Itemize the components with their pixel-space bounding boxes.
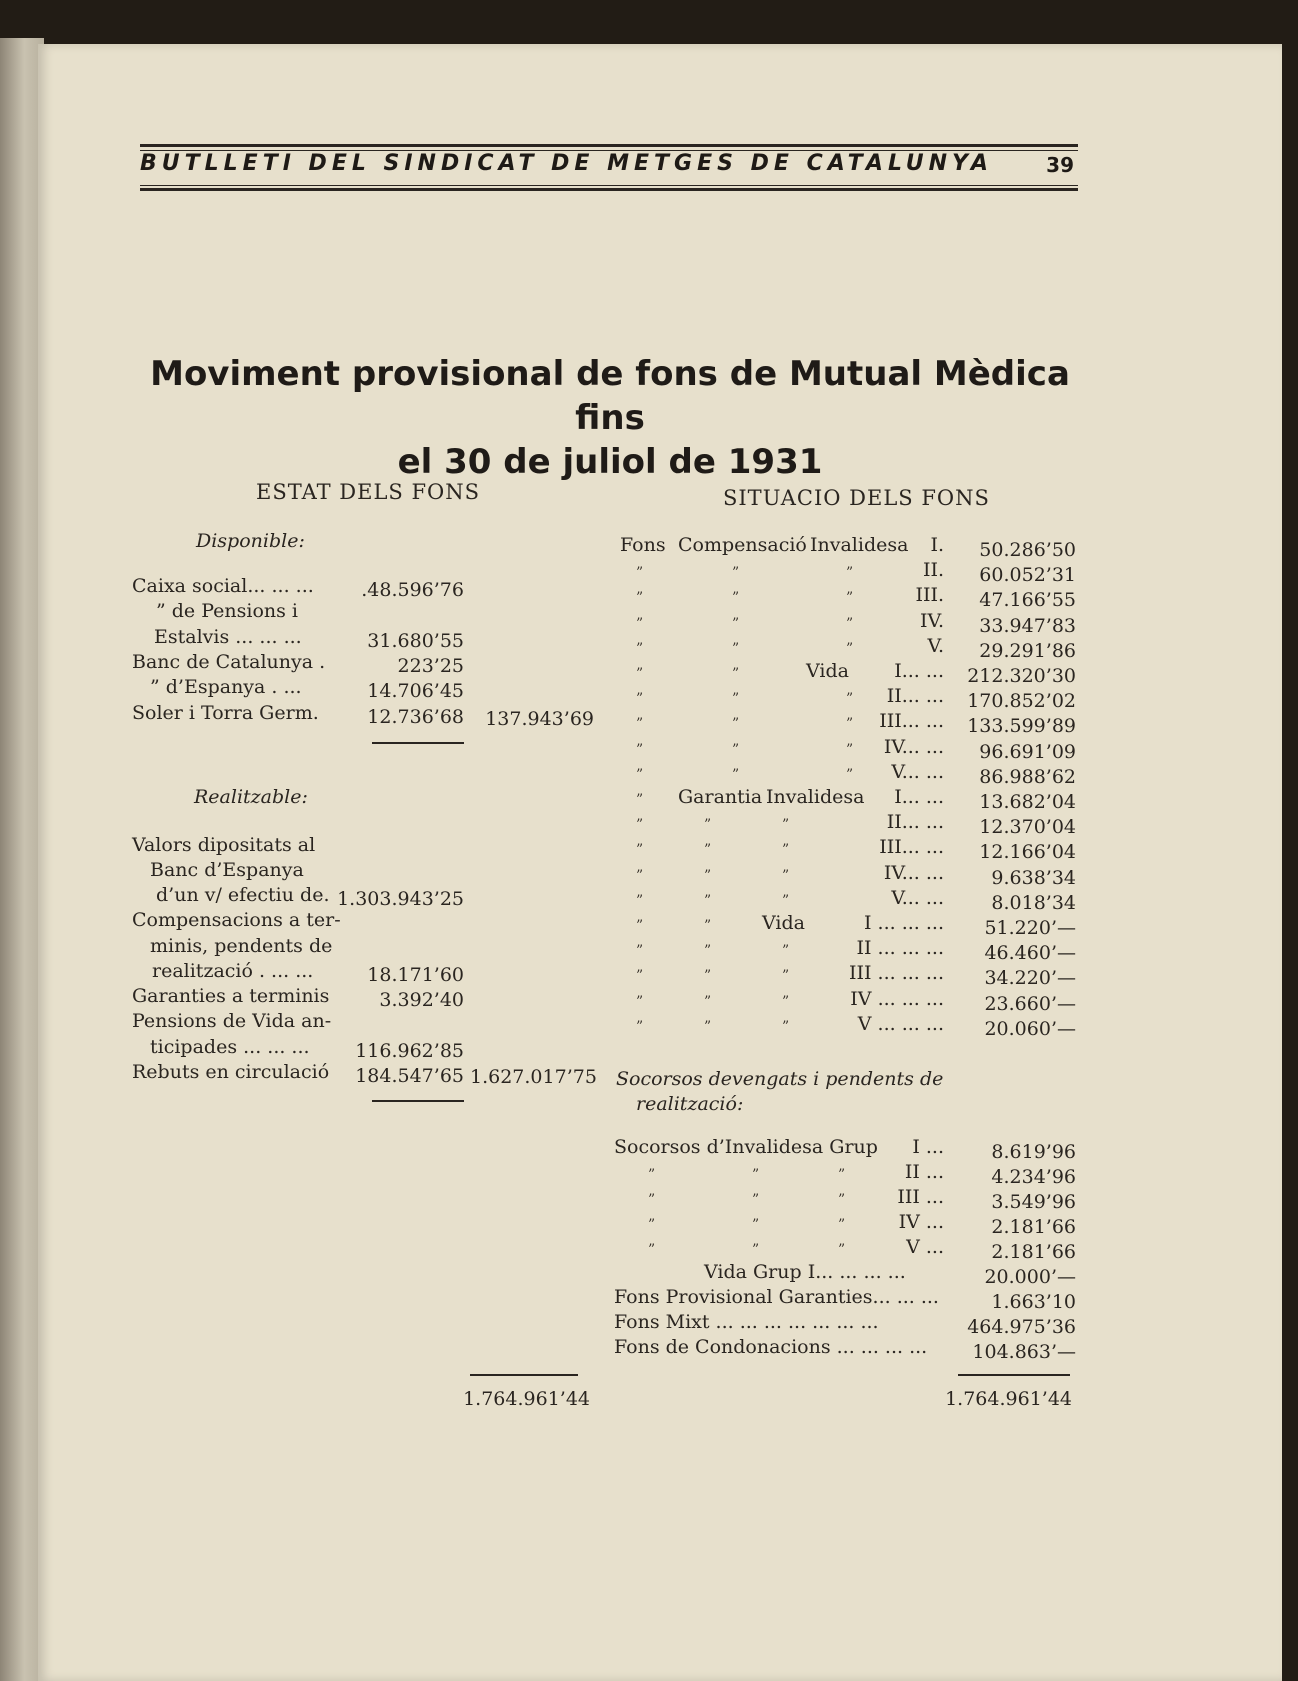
fons-row-col3: ”	[846, 716, 854, 733]
fons-row-col3: ”	[782, 1018, 790, 1035]
left-grand-total-rule	[470, 1374, 578, 1376]
fons-row-col2: ”	[732, 741, 740, 758]
socorsos-row-label3: ”	[838, 1192, 846, 1208]
fons-row-col2: ”	[704, 842, 712, 859]
fons-row-grade: II.	[922, 559, 944, 582]
fons-row-amount: 51.220’—	[984, 917, 1076, 939]
fons-row-col1: ”	[636, 716, 644, 733]
realitzable-line-amount: 3.392’40	[379, 989, 464, 1011]
disponible-line-text: Soler i Torra Germ.	[132, 702, 319, 724]
fons-row-grade: V ... ... ...	[857, 1012, 944, 1035]
fons-row-col3: ”	[782, 842, 790, 859]
socorsos-row-amount: 20.000’—	[984, 1266, 1076, 1288]
fons-row-col1: ”	[636, 691, 644, 708]
fons-row-amount: 60.052’31	[979, 564, 1076, 587]
fons-row-grade: II ... ... ...	[856, 937, 944, 960]
fons-row-col1: ”	[636, 565, 644, 582]
article-title	[120, 352, 1100, 484]
fons-row-col2: ”	[732, 691, 740, 708]
socorsos-row-label: Vida Grup I... ... ... ...	[704, 1261, 906, 1283]
fons-row-amount: 13.682’04	[979, 791, 1076, 813]
realitzable-line-amount: 1.303.943’25	[337, 888, 464, 910]
socorsos-row-label: ”	[648, 1192, 656, 1208]
socorsos-row-label3: ”	[838, 1242, 846, 1258]
socorsos-row-grade: V ...	[906, 1236, 944, 1258]
realitzable-line-text: Banc d’Espanya	[150, 859, 304, 881]
fons-row-col2: ”	[732, 565, 740, 582]
socorsos-row-amount: 4.234’96	[991, 1166, 1076, 1188]
fons-row-grade: IV.	[920, 609, 944, 632]
fons-row-col2: ”	[704, 892, 712, 909]
fons-row-col2: Garantia	[678, 786, 763, 808]
fons-row-grade: III... ...	[879, 836, 944, 859]
header-rule-top	[140, 144, 1078, 147]
socorsos-row-label3: ”	[838, 1217, 846, 1233]
realitzable-line-text: d’un v/ efectiu de.	[156, 884, 330, 906]
fons-row-amount: 212.320’30	[967, 665, 1076, 687]
socorsos-row-label3: ”	[838, 1167, 846, 1183]
realitzable-line-amount: 184.547’65	[355, 1065, 464, 1087]
fons-row-amount: 9.638’34	[991, 866, 1076, 889]
running-header	[140, 144, 1078, 196]
realitzable-line-text: Garanties a terminis	[132, 985, 330, 1007]
fons-row-grade: I.	[930, 534, 944, 556]
disponible-line-amount: 31.680’55	[367, 630, 464, 652]
realitzable-line-text: minis, pendents de	[150, 935, 333, 957]
fons-row-col1: ”	[636, 666, 644, 682]
socorsos-heading-1: Socorsos devengats i pendents de	[616, 1068, 944, 1090]
fons-row-col2: ”	[732, 766, 740, 783]
fons-row-col1: ”	[636, 918, 644, 934]
disponible-line-text: Caixa social... ... ...	[132, 575, 314, 597]
fons-row-col3: ”	[782, 943, 790, 960]
fons-row-col1: ”	[636, 892, 644, 909]
fons-row-col2: ”	[704, 1018, 712, 1035]
disponible-line-text: ” d’Espanya . ...	[150, 676, 302, 698]
fons-row-col1: ”	[636, 943, 644, 960]
fons-row-col1: ”	[636, 792, 644, 808]
fons-row-amount: 133.599’89	[967, 715, 1076, 738]
fons-row-col3: Invalidesa	[810, 534, 909, 556]
socorsos-row-amount: 8.619’96	[991, 1141, 1076, 1163]
page-number: 39	[1046, 153, 1074, 177]
fons-row-col2: ”	[732, 666, 740, 682]
fons-row-amount: 96.691’09	[979, 740, 1076, 763]
disponible-total: 137.943’69	[485, 708, 594, 730]
fons-row-col1: ”	[636, 615, 644, 632]
socorsos-heading-2: realització:	[636, 1093, 744, 1115]
realitzable-line-text: ticipades ... ... ...	[150, 1036, 310, 1058]
disponible-line-amount: 14.706’45	[367, 680, 464, 702]
socorsos-row-grade: I ...	[912, 1136, 944, 1158]
fons-row-amount: 50.286’50	[979, 539, 1076, 561]
fons-row-col1: ”	[636, 741, 644, 758]
title-line-2: el 30 de juliol de 1931	[397, 442, 823, 482]
socorsos-row-label: Socorsos d’Invalidesa Grup	[614, 1136, 878, 1158]
socorsos-row-amount: 464.975’36	[967, 1316, 1076, 1338]
fons-row-col3: ”	[782, 817, 790, 834]
fons-row-grade: V... ...	[891, 760, 944, 783]
fons-row-col3: ”	[782, 993, 790, 1010]
disponible-line-amount: 223’25	[397, 655, 464, 677]
disponible-line-text: ” de Pensions i	[156, 600, 298, 622]
fons-row-amount: 20.060’—	[984, 1017, 1076, 1040]
socorsos-row-label: Fons Mixt ... ... ... ... ... ... ...	[614, 1311, 879, 1333]
fons-row-col1: ”	[636, 993, 644, 1010]
fons-row-col3: ”	[846, 615, 854, 632]
fons-row-col3: ”	[846, 590, 854, 607]
fons-row-grade: IV... ...	[883, 735, 944, 758]
realitzable-line-text: realització . ... ...	[152, 960, 314, 982]
socorsos-row-label: ”	[648, 1242, 656, 1258]
fons-row-col1: ”	[636, 640, 644, 657]
fons-row-col2: ”	[704, 943, 712, 960]
fons-row-col1: ”	[636, 766, 644, 783]
fons-row-col2: ”	[732, 615, 740, 632]
disponible-line-amount: 12.736’68	[367, 706, 464, 728]
socorsos-row-label: ”	[648, 1217, 656, 1233]
fons-row-col3: Vida	[806, 660, 849, 682]
left-grand-total: 1.764.961’44	[463, 1388, 590, 1410]
socorsos-row-label2: ”	[752, 1167, 760, 1183]
title-line-1: Moviment provisional de fons de Mutual Mèdica fins	[150, 354, 1070, 438]
fons-row-col2: ”	[704, 968, 712, 985]
socorsos-row-label2: ”	[752, 1192, 760, 1208]
header-rule-bottom-thin	[140, 185, 1078, 186]
socorsos-row-amount: 1.663’10	[991, 1291, 1076, 1313]
fons-row-amount: 34.220’—	[984, 967, 1076, 990]
socorsos-row-amount: 2.181’66	[991, 1241, 1076, 1263]
fons-row-amount: 23.660’—	[984, 992, 1076, 1015]
fons-row-col3: ”	[782, 867, 790, 884]
fons-row-grade: V.	[927, 634, 944, 657]
fons-row-grade: II... ...	[886, 685, 944, 708]
fons-row-col3: ”	[782, 892, 790, 909]
fons-row-col2: ”	[704, 867, 712, 884]
socorsos-row-grade: IV ...	[898, 1211, 944, 1233]
socorsos-row-label: ”	[648, 1167, 656, 1183]
fons-row-col3: ”	[846, 640, 854, 657]
disponible-label: Disponible:	[196, 530, 305, 552]
right-grand-total-rule	[958, 1374, 1070, 1376]
socorsos-row-label2: ”	[752, 1242, 760, 1258]
realitzable-total: 1.627.017’75	[470, 1066, 597, 1088]
realitzable-label: Realitzable:	[194, 786, 308, 808]
socorsos-row-grade: II ...	[904, 1161, 944, 1183]
realitzable-line-text: Pensions de Vida an-	[132, 1010, 332, 1032]
fons-row-amount: 8.018’34	[991, 891, 1076, 914]
situacio-heading: SITUACIO DELS FONS	[723, 486, 990, 510]
fons-row-grade: II... ...	[886, 811, 944, 834]
fons-row-col3: ”	[846, 741, 854, 758]
fons-row-col3: ”	[846, 691, 854, 708]
fons-row-amount: 47.166’55	[979, 589, 1076, 612]
fons-row-col1: Fons	[620, 534, 666, 556]
fons-row-grade: IV... ...	[883, 861, 944, 884]
fons-row-col3: ”	[782, 968, 790, 985]
realitzable-line-text: Valors dipositats al	[132, 834, 316, 856]
fons-row-col2: ”	[732, 590, 740, 607]
realitzable-line-text: Rebuts en circulació	[132, 1061, 330, 1083]
disponible-sum-rule	[372, 742, 464, 744]
fons-row-col1: ”	[636, 842, 644, 859]
header-rule-bottom	[140, 188, 1078, 191]
fons-row-col1: ”	[636, 968, 644, 985]
fons-row-col1: ”	[636, 1018, 644, 1035]
fons-row-grade: III... ...	[879, 710, 944, 733]
fons-row-amount: 46.460’—	[984, 942, 1076, 965]
socorsos-row-label: Fons Provisional Garanties... ... ...	[614, 1286, 939, 1308]
realitzable-sum-rule	[372, 1100, 464, 1102]
socorsos-row-amount: 104.863’—	[972, 1341, 1076, 1363]
fons-row-grade: V... ...	[891, 886, 944, 909]
fons-row-col2: ”	[732, 640, 740, 657]
fons-row-col1: ”	[636, 590, 644, 607]
fons-row-col2: ”	[732, 716, 740, 733]
fons-row-grade: I ... ... ...	[864, 912, 944, 934]
socorsos-row-amount: 3.549’96	[991, 1191, 1076, 1213]
fons-row-col1: ”	[636, 867, 644, 884]
fons-row-grade: I... ...	[894, 786, 944, 808]
socorsos-row-amount: 2.181’66	[991, 1216, 1076, 1238]
fons-row-amount: 12.370’04	[979, 816, 1076, 839]
fons-row-amount: 170.852’02	[967, 690, 1076, 713]
right-grand-total: 1.764.961’44	[945, 1388, 1072, 1410]
socorsos-row-grade: III ...	[897, 1186, 944, 1208]
realitzable-line-text: Compensacions a ter-	[132, 909, 341, 931]
socorsos-row-label: Fons de Condonacions ... ... ... ...	[614, 1336, 928, 1358]
fons-row-grade: I... ...	[894, 660, 944, 682]
fons-row-col2: Compensació	[678, 534, 807, 556]
fons-row-grade: III.	[915, 584, 944, 607]
estat-heading: ESTAT DELS FONS	[256, 480, 480, 504]
journal-title: BUTLLETI DEL SINDICAT DE METGES DE CATALUNYA	[140, 151, 993, 176]
disponible-line-amount: .48.596’76	[361, 579, 464, 601]
fons-row-col3: Vida	[762, 912, 805, 934]
disponible-line-text: Estalvis ... ... ...	[154, 626, 302, 648]
fons-row-col2: ”	[704, 918, 712, 934]
fons-row-grade: III ... ... ...	[849, 962, 944, 985]
fons-row-amount: 86.988’62	[979, 765, 1076, 788]
realitzable-line-amount: 116.962’85	[355, 1040, 464, 1062]
fons-row-amount: 12.166’04	[979, 841, 1076, 864]
socorsos-row-label2: ”	[752, 1217, 760, 1233]
fons-row-col2: ”	[704, 817, 712, 834]
fons-row-amount: 29.291’86	[979, 639, 1076, 662]
fons-row-grade: IV ... ... ...	[850, 987, 944, 1010]
fons-row-col3: ”	[846, 766, 854, 783]
fons-row-col1: ”	[636, 817, 644, 834]
fons-row-amount: 33.947’83	[979, 614, 1076, 637]
fons-row-col2: ”	[704, 993, 712, 1010]
fons-row-col3: ”	[846, 565, 854, 582]
fons-row-col3: Invalidesa	[766, 786, 865, 808]
realitzable-line-amount: 18.171’60	[367, 964, 464, 986]
disponible-line-text: Banc de Catalunya .	[132, 651, 326, 673]
